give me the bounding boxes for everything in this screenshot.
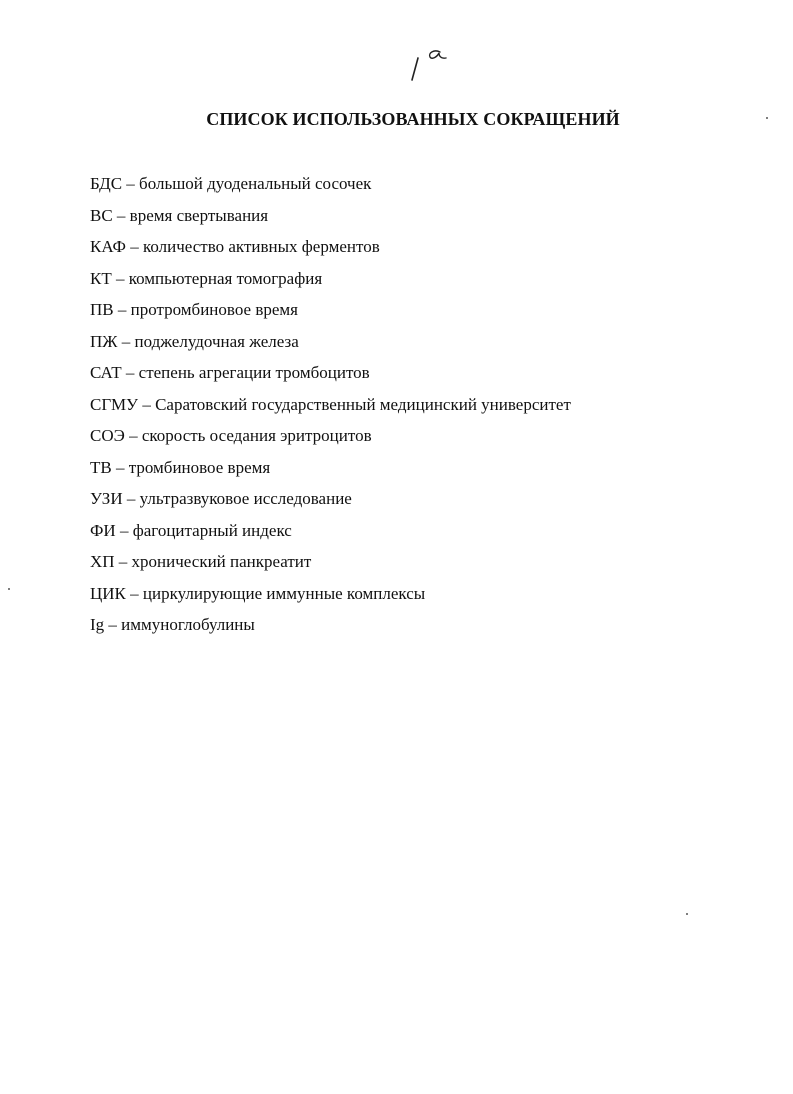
handwritten-page-number [404,44,454,88]
abbreviation-item: ЦИК – циркулирующие иммунные комплексы [90,583,426,603]
abbreviation-item: ПВ – протромбиновое время [90,300,298,319]
abbreviation-item: СГМУ – Саратовский государственный медицинский университет [90,394,571,414]
abbreviation-item: УЗИ – ультразвуковое исследование [90,489,352,508]
abbreviation-item: Ig – иммуноглобулины [90,615,255,634]
abbreviation-item: БДС – большой дуоденальный сосочек [90,174,372,193]
page-title: СПИСОК ИСПОЛЬЗОВАННЫХ СОКРАЩЕНИЙ [206,109,620,129]
abbreviation-list [90,172,571,645]
abbreviation-item: ТВ – тромбиновое время [90,457,271,477]
abbreviation-item: САТ – степень агрегации тромбоцитов [90,363,370,382]
abbreviation-item: КАФ – количество активных ферментов [90,237,380,256]
abbreviation-item: ФИ – фагоцитарный индекс [90,520,292,540]
abbreviation-item: ПЖ – поджелудочная железа [90,331,299,351]
abbreviation-item: ВС – время свертывания [90,205,269,225]
abbreviation-item: КТ – компьютерная томография [90,268,323,288]
abbreviation-item: ХП – хронический панкреатит [90,552,312,571]
scan-speck [766,117,768,119]
scan-speck [686,913,688,915]
abbreviation-item: СОЭ – скорость оседания эритроцитов [90,426,372,445]
scan-speck [8,588,10,590]
